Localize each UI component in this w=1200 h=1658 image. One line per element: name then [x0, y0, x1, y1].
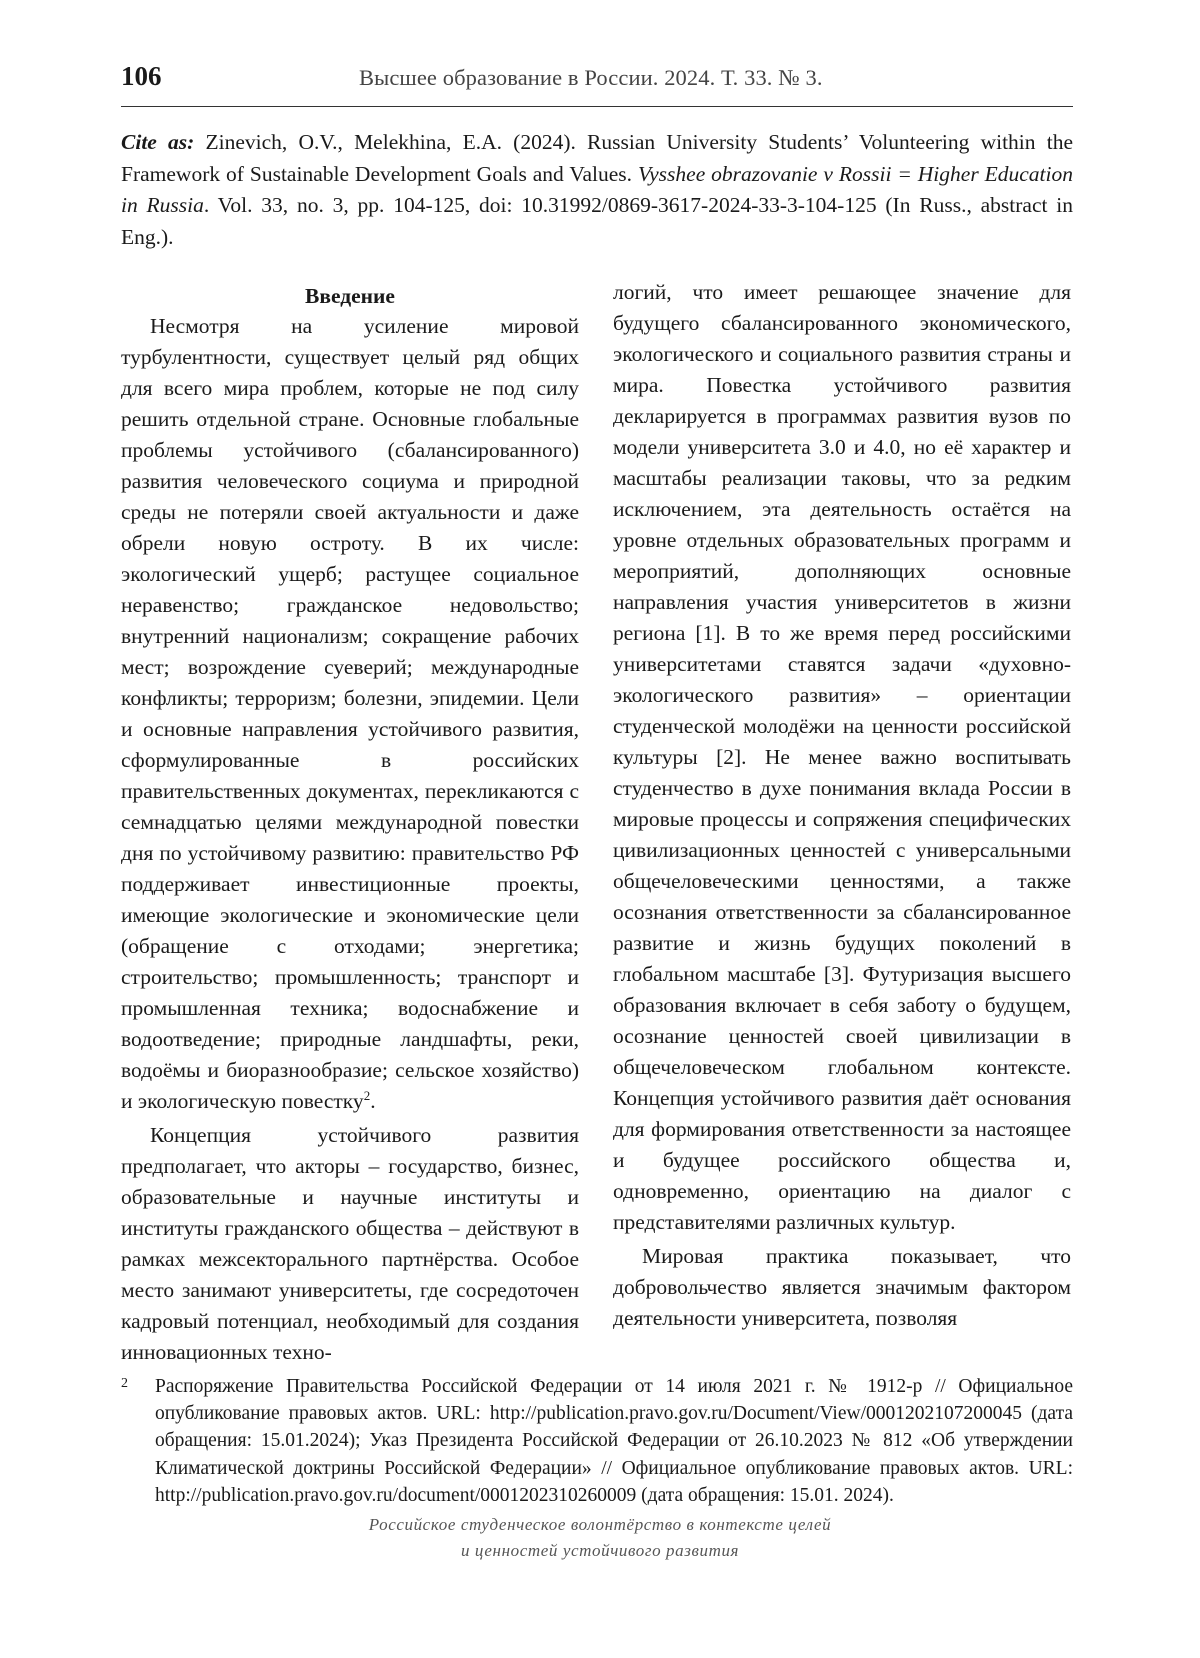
paragraph-continued: логий, что имеет решающее значение для будущего сбалансированного экономического, экологического и социального развития страны и мира. Повестка устойчивого развития декларируется в программах развития вузов по модели университета 3.0 и 4.0, но её характер и масштабы реализации таковы, что за редким исключением, эта деятельность остаётся на уровне отдельных образовательных программ и мероприятий, дополняющих основные направления участия университетов в жизни региона [1]. В то же время перед российскими университетами ставятся задачи «духовно-экологического развития» – ориентации студенческой молодёжи на ценности российской культуры [2]. Не менее важно воспитывать студенчество в духе понимания вклада России в мировые процессы и сопряжения специфических цивилизационных ценностей с универсальными общечеловеческими ценностями, а также осознания ответственности за сбалансированное развитие и жизнь будущих поколений в глобальном масштабе [3]. Футуризация высшего образования включает в себя заботу о будущем, осознание ценностей своей цивилизации в общечеловеческом глобальном контексте. Концепция устойчивого развития даёт основания для формирования ответственности за настоящее и будущее российского общества и, одновременно, ориентацию на диалог с представителями различных культур.: [613, 280, 1071, 1234]
paragraph: Концепция устойчивого развития предполагает, что акторы – государство, бизнес, образовательные и научные институты и институты гражданского общества – действуют в рамках межсекторального партнёрства. Особое место занимают университеты, где сосредоточен кадровый потенциал, необходимый для создания инновационных техно-: [121, 1123, 579, 1364]
paragraph: [121, 311, 579, 1117]
paragraph-end: .: [370, 1089, 376, 1113]
cite-authors-title: Zinevich, O.V., Melekhina, E.A. (2024). Russian University Students’ Volunteering within the Framework of Sustainable Development Goals and Values.: [121, 130, 1073, 186]
left-column: [121, 282, 579, 1368]
cite-label: Cite as:: [121, 130, 195, 154]
running-header: [121, 60, 1073, 107]
page-number: 106: [121, 61, 162, 91]
footnote-mark: 2: [121, 1376, 128, 1391]
paragraph-text: Несмотря на усиление мировой турбулентности, существует целый ряд общих для всего мира проблем, которые не под силу решить отдельной стране. Основные глобальные проблемы устойчивого (сбалансированного) развития человеческого социума и природной среды не потеряли своей актуальности и даже обрели новую остроту. В их числе: экологический ущерб; растущее социальное неравенство; гражданское недовольство; внутренний национализм; сокращение рабочих мест; возрождение суеверий; международные конфликты; терроризм; болезни, эпидемии. Цели и основные направления устойчивого развития, сформулированные в российских правительственных документах, перекликаются с семнадцатью целями международной повестки дня по устойчивому развитию: правительство РФ поддерживает инвестиционные проекты, имеющие экологические и экономические цели (обращение с отходами; энергетика; строительство; промышленность; транспорт и промышленная техника; водоснабжение и водоотведение; природные ландшафты, реки, водоёмы и биоразнообразие; сельское хозяйство) и экологическую повестку: [121, 314, 579, 1113]
cite-details: . Vol. 33, no. 3, pp. 104-125, doi: 10.31992/0869-3617-2024-33-3-104-125 (In Russ., abstract in Eng.).: [121, 193, 1073, 249]
footnote: [121, 1373, 1073, 1509]
cite-journal: Vysshee obrazovanie v Rossii = Higher Education in Russia: [121, 161, 1073, 217]
footer-line-1: Российское студенческое волонтёрство в контексте целей: [368, 1515, 832, 1534]
section-heading: Введение: [305, 284, 395, 308]
citation-block: [121, 127, 1073, 253]
footnote-ref[interactable]: 2: [363, 1087, 371, 1103]
footer-line-2: и ценностей устойчивого развития: [460, 1541, 740, 1560]
footnote-text: Распоряжение Правительства Российской Федерации от 14 июля 2021 г. № 1912-р // Официальное опубликование правовых актов. URL: http://publication.pravo.gov.ru/Document/View/0001202107200045 (дата обращения: 15.01.2024); Указ Президента Российской Федерации от 26.10.2023 № 812 «Об утверждении Климатической доктрины Российской Федерации» // Официальное опубликование правовых актов. URL: http://publication.pravo.gov.ru/document/0001202310260009 (дата обращения: 15.01. 2024).: [155, 1376, 1073, 1506]
journal-title: Высшее образование в России. 2024. Т. 33. № 3.: [359, 65, 823, 90]
running-footer: [0, 1512, 1200, 1564]
right-column: [613, 277, 1071, 1334]
paragraph: Мировая практика показывает, что добровольчество является значимым фактором деятельности университета, позволяя: [613, 1244, 1071, 1330]
